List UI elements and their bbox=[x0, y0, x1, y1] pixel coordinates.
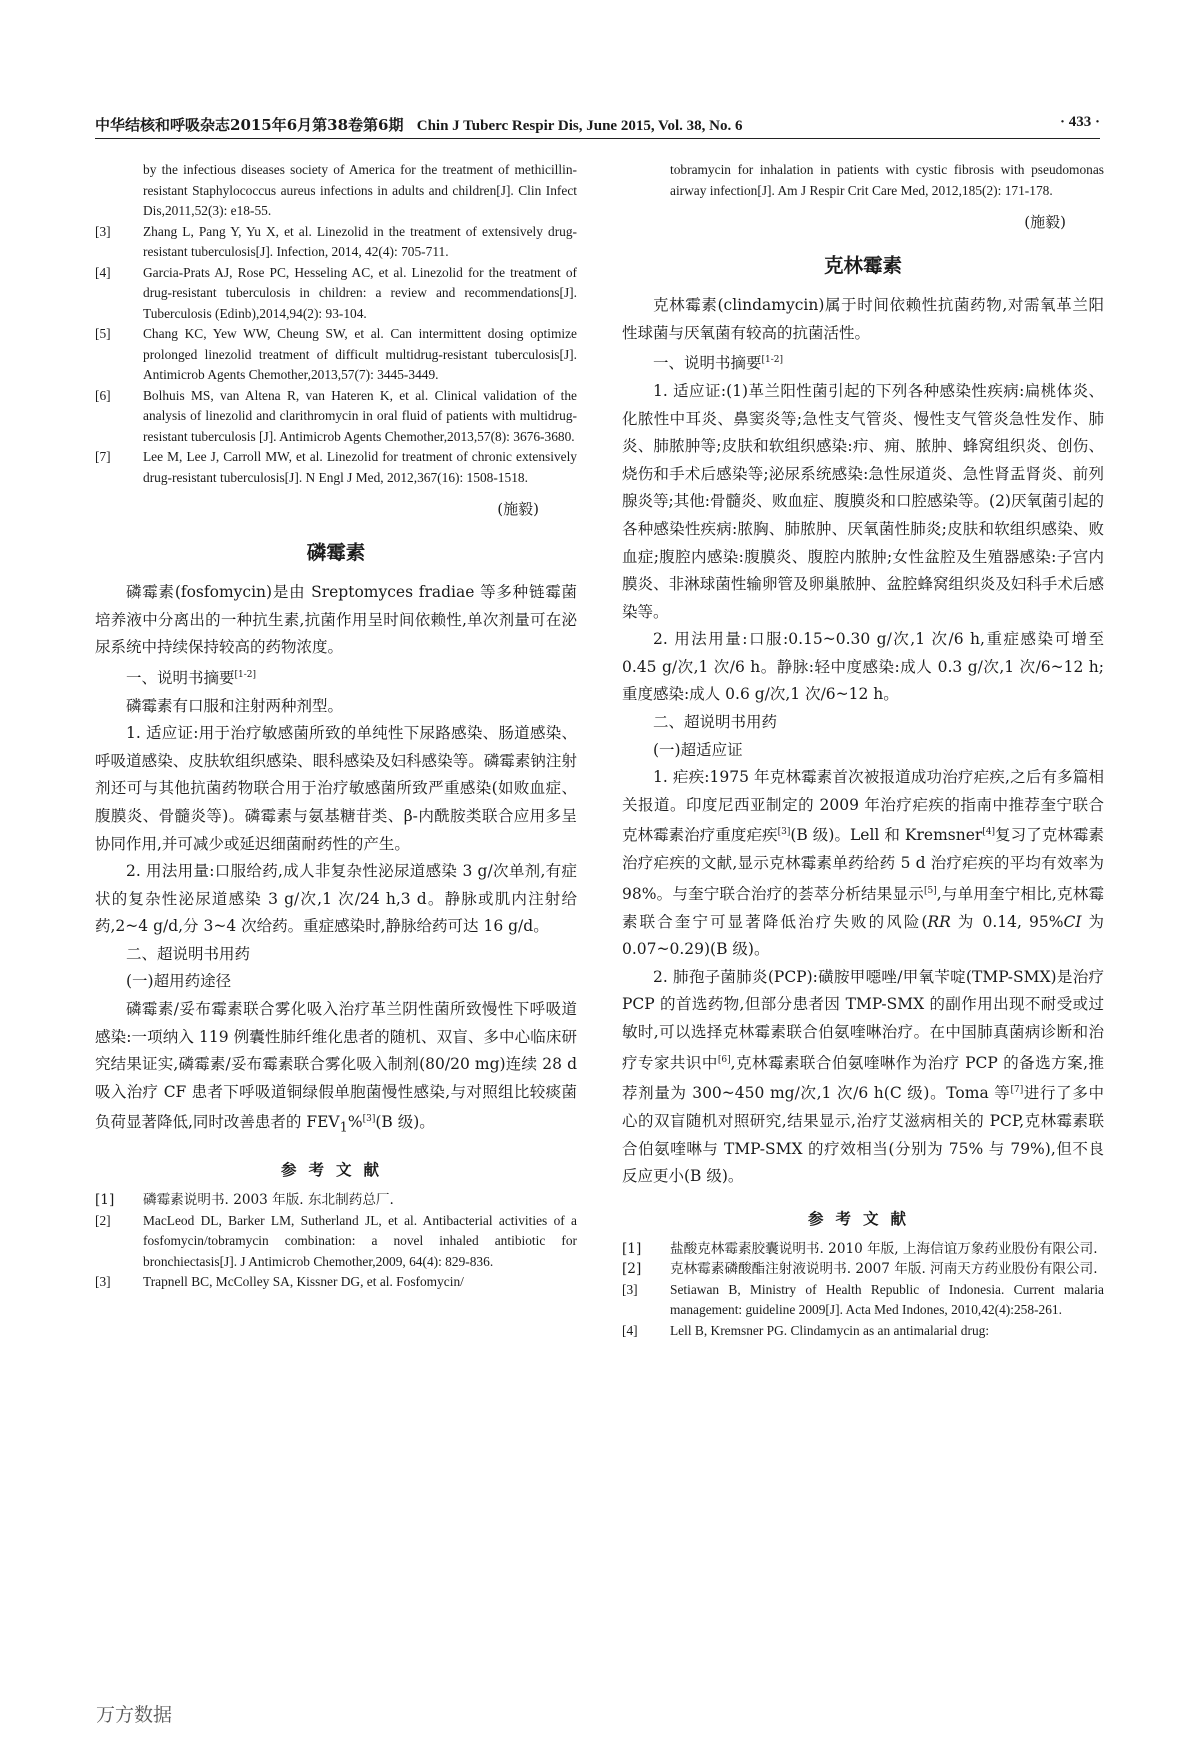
reference-number: [1] bbox=[622, 1240, 642, 1257]
reference-text: Setiawan B, Ministry of Health Republic of Indonesia. Current malaria management: guideline 2009[J]. Acta Med Indones, 2010,42(4):258-261. bbox=[670, 1281, 1104, 1318]
subheading-off-label: 二、超说明书用药 bbox=[653, 713, 778, 732]
reference-entry bbox=[95, 1211, 577, 1273]
subheading-off-route: (一)超用药途径 bbox=[126, 972, 232, 991]
reference-entry bbox=[95, 324, 577, 386]
journal-citation-zh: 中华结核和呼吸杂志2015年6月第38卷第6期 bbox=[95, 116, 404, 134]
section-title-clindamycin: 克林霉素 bbox=[823, 254, 902, 277]
journal-citation bbox=[95, 114, 743, 135]
reference-list bbox=[622, 1239, 1104, 1342]
reference-list-continued bbox=[95, 160, 577, 488]
journal-citation-en: Chin J Tuberc Respir Dis, June 2015, Vol. 38, No. 6 bbox=[416, 118, 743, 134]
database-watermark: 万方数据 bbox=[96, 1704, 173, 1726]
page-number: · 433 · bbox=[1059, 114, 1100, 130]
reference-text: MacLeod DL, Barker LM, Sutherland JL, et al. Antibacterial activities of a fosfomycin/tobramycin combination: a novel inhaled antibiotic for bronchiectasis[J]. J Antimicrob Chemother,2009, 64(4): 829-836. bbox=[143, 1212, 577, 1269]
paragraph-off-label-inhalation: 磷霉素/妥布霉素联合雾化吸入治疗革兰阴性菌所致慢性下呼吸道感染:一项纳入 119 例囊性肺纤维化患者的随机、双盲、多中心临床研究结果证实,磷霉素/妥布霉素联合雾化吸入制剂(80/20 mg)连续 28 d 吸入治疗 CF 患者下呼吸道铜绿假单胞菌慢性感染,与对照组比较痰菌负荷显著降低,同时改善患者的 $FEV_1\%[3](B$ 级)。 bbox=[95, 1000, 577, 1136]
reference-number: [3] bbox=[95, 1274, 111, 1290]
section-title-fosfomycin: 磷霉素 bbox=[306, 541, 366, 564]
reference-entry bbox=[95, 160, 577, 222]
paragraph-pcp: 2. 肺孢子菌肺炎(PCP):磺胺甲噁唑/甲氧苄啶(TMP-SMX)是治疗 PCP 的首选药物,但部分患者因 TMP-SMX 的副作用出现不耐受或过敏时,可以选择克林霉素联合伯氨喹啉治疗。在中国肺真菌病诊断和治疗专家共识中[6],克林霉素联合伯氨喹啉作为治疗 PCP 的备选方案,推荐剂量为 300~450 mg/次,1 次/6 h(C 级)。Toma 等[7]进行了多中心的双盲随机对照研究,结果显示,治疗艾滋病相关的 PCP,克林霉素联合伯氨喹啉与 TMP-SMX 的疗效相当(分别为 75% 与 79%),但不良反应更小(B 级)。 bbox=[622, 967, 1104, 1186]
reference-text: Garcia-Prats AJ, Rose PC, Hesseling AC, et al. Linezolid for the treatment of drug-resistant tuberculosis in children: a review and recommendations[J]. Tuberculosis (Edinb),2014,94(2): 93-104. bbox=[143, 264, 577, 321]
intro-paragraph: 磷霉素(fosfomycin)是由 Sreptomyces fradiae 等多种链霉菌培养液中分离出的一种抗生素,抗菌作用呈时间依赖性,单次剂量可在泌尿系统中持续保持较高的药物浓度。 bbox=[95, 583, 577, 657]
paragraph-dosage-forms: 磷霉素有口服和注射两种剂型。 bbox=[126, 696, 344, 715]
subheading-off-label: 二、超说明书用药 bbox=[126, 944, 251, 963]
reference-number: [2] bbox=[622, 1261, 642, 1278]
reference-number: [1] bbox=[95, 1192, 115, 1209]
reference-entry bbox=[95, 1272, 577, 1293]
reference-number: [2] bbox=[95, 1212, 111, 1228]
reference-entry bbox=[95, 447, 577, 488]
reference-entry bbox=[622, 1280, 1104, 1321]
citation-superscript: [1-2] bbox=[761, 355, 784, 366]
running-header bbox=[95, 112, 1100, 139]
reference-text: Lell B, Kremsner PG. Clindamycin as an antimalarial drug: bbox=[670, 1322, 990, 1338]
reference-entry bbox=[95, 1190, 577, 1211]
intro-paragraph: 克林霉素(clindamycin)属于时间依赖性抗菌药物,对需氧革兰阳性球菌与厌氧菌有较高的抗菌活性。 bbox=[622, 296, 1104, 342]
reference-entry bbox=[622, 1321, 1104, 1342]
author-signature: (施毅) bbox=[1024, 213, 1066, 231]
subheading-label-summary: 一、说明书摘要[1-2] bbox=[653, 354, 784, 373]
reference-text: by the infectious diseases society of America for the treatment of methicillin-resistant Staphylococcus aureus infections in adults and children[J]. Clin Infect Dis,2011,52(3): e18-55. bbox=[143, 162, 577, 218]
reference-number: [4] bbox=[95, 264, 111, 280]
reference-text: Chang KC, Yew WW, Cheung SW, et al. Can intermittent dosing optimize prolonged linezolid treatment of difficult multidrug-resistant tuberculosis[J]. Antimicrob Agents Chemother,2013,57(7): 3445-3449. bbox=[143, 326, 577, 382]
subheading-label-summary: 一、说明书摘要[1-2] bbox=[126, 668, 257, 687]
reference-text: 克林霉素磷酸酯注射液说明书. 2007 年版. 河南天方药业股份有限公司. bbox=[670, 1261, 1098, 1278]
reference-number: [6] bbox=[95, 387, 111, 403]
left-column bbox=[95, 160, 577, 1293]
paragraph-dosage: 2. 用法用量:口服:0.15~0.30 g/次,1 次/6 h,重症感染可增至 0.45 g/次,1 次/6 h。静脉:轻中度感染:成人 0.3 g/次,1 次/6~12 h;重度感染:成人 0.6 g/次,1 次/6~12 h。 bbox=[622, 630, 1104, 704]
reference-entry bbox=[622, 160, 1104, 201]
reference-list bbox=[95, 1190, 577, 1293]
reference-entry bbox=[95, 263, 577, 325]
paragraph-dosage: 2. 用法用量:口服给药,成人非复杂性泌尿道感染 3 g/次单剂,有症状的复杂性泌尿道感染 3 g/次,1 次/24 h,3 d。静脉或肌内注射给药,2~4 g/d,分 3~4 次给药。重症感染时,静脉给药可达 16 g/d。 bbox=[95, 862, 577, 936]
reference-text: 磷霉素说明书. 2003 年版. 东北制药总厂. bbox=[143, 1192, 394, 1209]
reference-entry bbox=[95, 386, 577, 448]
paragraph-indications: 1. 适应证:(1)革兰阳性菌引起的下列各种感染性疾病:扁桃体炎、化脓性中耳炎、鼻窦炎等;急性支气管炎、慢性支气管炎急性发作、肺炎、肺脓肿等;皮肤和软组织感染:疖、痈、脓肿、蜂窝组织炎、创伤、烧伤和手术后感染等;泌尿系统感染:急性尿道炎、急性肾盂肾炎、前列腺炎等;其他:骨髓炎、败血症、腹膜炎和口腔感染等。(2)厌氧菌引起的各种感染性疾病:脓胸、肺脓肿、厌氧菌性肺炎;皮肤和软组织感染、败血症;腹腔内感染:腹膜炎、腹腔内脓肿;女性盆腔及生殖器感染:子宫内膜炎、非淋球菌性输卵管及卵巢脓肿、盆腔蜂窝组织炎及妇科手术后感染等。 bbox=[622, 381, 1104, 621]
reference-number: [3] bbox=[622, 1281, 638, 1297]
reference-number: [3] bbox=[95, 223, 111, 239]
reference-text: Lee M, Lee J, Carroll MW, et al. Linezolid for treatment of chronic extensively drug-resistant tuberculosis[J]. N Engl J Med, 2012,367(16): 1508-1518. bbox=[143, 449, 577, 485]
reference-number: [4] bbox=[622, 1322, 638, 1338]
reference-entry bbox=[622, 1259, 1104, 1280]
reference-number: [5] bbox=[95, 326, 111, 341]
reference-text: Zhang L, Pang Y, Yu X, et al. Linezolid in the treatment of extensively drug-resistant tuberculosis[J]. Infection, 2014, 42(4): 705-711. bbox=[143, 223, 577, 259]
reference-text: tobramycin for inhalation in patients with cystic fibrosis with pseudomonas airway infection[J]. Am J Respir Crit Care Med, 2012,185(2): 171-178. bbox=[670, 162, 1104, 198]
reference-entry bbox=[622, 1239, 1104, 1260]
reference-text: Bolhuis MS, van Altena R, van Hateren K, et al. Clinical validation of the analysis of linezolid and clarithromycin in oral fluid of patients with multidrug-resistant tuberculosis [J]. Antimicrob Agents Chemother,2013,57(8): 3676-3680. bbox=[143, 387, 577, 444]
right-column bbox=[622, 160, 1104, 1341]
reference-text: 盐酸克林霉素胶囊说明书. 2010 年版, 上海信谊万象药业股份有限公司. bbox=[670, 1240, 1098, 1257]
paragraph-indications: 1. 适应证:用于治疗敏感菌所致的单纯性下尿路感染、肠道感染、呼吸道感染、皮肤软组织感染、眼科感染及妇科感染等。磷霉素钠注射剂还可与其他抗菌药物联合用于治疗敏感菌所致严重感染(如败血症、腹膜炎、骨髓炎等)。磷霉素与氨基糖苷类、β-内酰胺类联合应用多呈协同作用,并可减少或延迟细菌耐药性的产生。 bbox=[95, 724, 577, 853]
citation-superscript: [1-2] bbox=[234, 669, 257, 680]
references-heading: 参考文献 bbox=[807, 1208, 918, 1228]
reference-text: Trapnell BC, McColley SA, Kissner DG, et al. Fosfomycin/ bbox=[143, 1274, 464, 1290]
author-signature: (施毅) bbox=[497, 500, 539, 518]
reference-entry bbox=[95, 222, 577, 263]
reference-number: [7] bbox=[95, 449, 111, 464]
reference-list-continued bbox=[622, 160, 1104, 201]
citation-superscript: [3] bbox=[362, 1114, 376, 1125]
paragraph-malaria: 1. 疟疾:1975 年克林霉素首次被报道成功治疗疟疾,之后有多篇相关报道。印度尼西亚制定的 2009 年治疗疟疾的指南中推荐奎宁联合克林霉素治疗重度疟疾[3](B 级)。Lell 和 Kremsner[4]复习了克林霉素治疗疟疾的文献,显示克林霉素单药给药 5 d 治疗疟疾的平均有效率为 98%。与奎宁联合治疗的荟萃分析结果显示[5],与单用奎宁相比,克林霉素联合奎宁可显著降低治疗失败的风险(RR 为 0.14, 95%CI 为 0.07~0.29)(B 级)。 bbox=[622, 768, 1104, 959]
references-heading: 参考文献 bbox=[280, 1160, 391, 1180]
subheading-off-indication: (一)超适应证 bbox=[653, 740, 743, 759]
